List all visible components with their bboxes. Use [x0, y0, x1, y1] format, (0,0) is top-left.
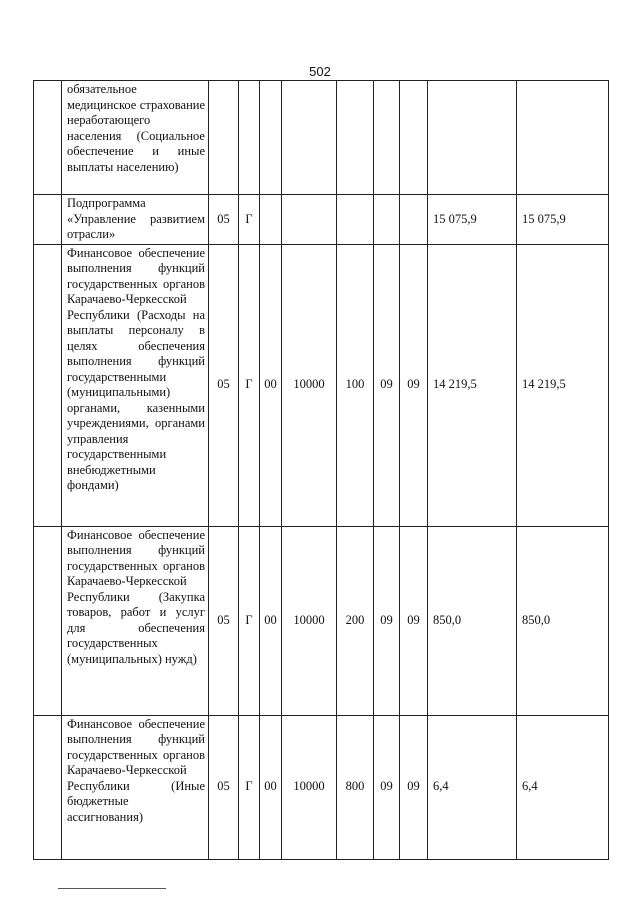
table-row [34, 195, 609, 245]
table-row [34, 244, 609, 526]
program-code-cell [209, 81, 239, 195]
program-code-cell: 05 [209, 526, 239, 715]
table-row [34, 526, 609, 715]
subsection-cell [400, 195, 428, 245]
number-cell [34, 244, 62, 526]
section-cell: 09 [374, 244, 400, 526]
subprogram-code-cell: Г [239, 244, 260, 526]
section-cell: 09 [374, 526, 400, 715]
program-code-cell: 05 [209, 715, 239, 859]
subprogram-code-cell: Г [239, 526, 260, 715]
number-cell [34, 195, 62, 245]
subprogram-code-cell: Г [239, 195, 260, 245]
number-cell [34, 715, 62, 859]
expense-type-cell: 200 [337, 526, 374, 715]
section-cell: 09 [374, 715, 400, 859]
amount-cell: 15 075,9 [517, 195, 609, 245]
direction-code-cell: 10000 [282, 244, 337, 526]
expense-type-cell [337, 81, 374, 195]
activity-code-cell: 00 [260, 244, 282, 526]
activity-code-cell [260, 81, 282, 195]
subprogram-code-cell: Г [239, 715, 260, 859]
item-name-cell: Финансовое обеспечение выполнения функций государственных органов Карачаево-Черкесской Республики (Расходы на выплаты персоналу в целях обеспечения выполнения функций государственными (муниципальными) органами, казенными учреждениями, органами управления государственными внебюджетными фондами) [62, 244, 209, 526]
amount-cell: 850,0 [428, 526, 517, 715]
table-row [34, 715, 609, 859]
amount-cell: 6,4 [428, 715, 517, 859]
section-cell [374, 195, 400, 245]
expense-type-cell: 800 [337, 715, 374, 859]
item-name-cell: Финансовое обеспечение выполнения функций государственных органов Карачаево-Черкесской Республики (Иные бюджетные ассигнования) [62, 715, 209, 859]
expense-type-cell [337, 195, 374, 245]
direction-code-cell: 10000 [282, 526, 337, 715]
program-code-cell: 05 [209, 244, 239, 526]
activity-code-cell: 00 [260, 715, 282, 859]
number-cell [34, 526, 62, 715]
amount-cell: 6,4 [517, 715, 609, 859]
item-name-cell: Финансовое обеспечение выполнения функций государственных органов Карачаево-Черкесской Республики (Закупка товаров, работ и услуг для обеспечения государственных (муниципальных) нужд) [62, 526, 209, 715]
amount-cell: 850,0 [517, 526, 609, 715]
subsection-cell: 09 [400, 715, 428, 859]
amount-cell [428, 81, 517, 195]
number-cell [34, 81, 62, 195]
subprogram-code-cell [239, 81, 260, 195]
footnote-divider [58, 888, 166, 889]
subsection-cell: 09 [400, 526, 428, 715]
amount-cell: 14 219,5 [517, 244, 609, 526]
expense-type-cell: 100 [337, 244, 374, 526]
subsection-cell: 09 [400, 244, 428, 526]
amount-cell: 15 075,9 [428, 195, 517, 245]
table-row [34, 81, 609, 195]
program-code-cell: 05 [209, 195, 239, 245]
page-number: 502 [309, 64, 331, 79]
section-cell [374, 81, 400, 195]
amount-cell [517, 81, 609, 195]
direction-code-cell [282, 81, 337, 195]
direction-code-cell: 10000 [282, 715, 337, 859]
direction-code-cell [282, 195, 337, 245]
item-name-cell: Подпрограмма «Управление развитием отрасли» [62, 195, 209, 245]
item-name-cell: обязательное медицинское страхование неработающего населения (Социальное обеспечение и иные выплаты населению) [62, 81, 209, 195]
activity-code-cell [260, 195, 282, 245]
activity-code-cell: 00 [260, 526, 282, 715]
budget-table [33, 80, 609, 860]
amount-cell: 14 219,5 [428, 244, 517, 526]
subsection-cell [400, 81, 428, 195]
